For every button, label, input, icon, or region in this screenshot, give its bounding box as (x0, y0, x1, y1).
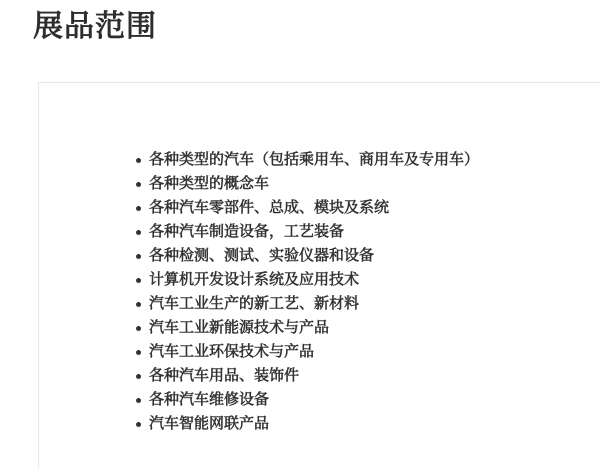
list-item (136, 196, 600, 220)
bullet-icon (136, 230, 141, 235)
bullet-icon (136, 326, 141, 331)
bullet-icon (136, 422, 141, 427)
list-item (136, 316, 600, 340)
list-item-text: 各种汽车零部件、总成、模块及系统 (149, 199, 390, 216)
bullet-icon (136, 374, 141, 379)
list-item-text: 各种检测、测试、实验仪器和设备 (149, 247, 375, 264)
list-item (136, 268, 600, 292)
bullet-icon (136, 158, 141, 163)
exhibit-scope-panel (38, 82, 600, 468)
bullet-icon (136, 278, 141, 283)
list-item (136, 388, 600, 412)
bullet-icon (136, 302, 141, 307)
list-item (136, 220, 600, 244)
exhibit-list (136, 148, 600, 436)
bullet-icon (136, 182, 141, 187)
list-item (136, 172, 600, 196)
list-item-text: 计算机开发设计系统及应用技术 (149, 271, 360, 288)
list-item (136, 244, 600, 268)
bullet-icon (136, 254, 141, 259)
list-item-text: 各种汽车维修设备 (149, 391, 270, 408)
bullet-icon (136, 350, 141, 355)
list-item (136, 412, 600, 436)
list-item (136, 340, 600, 364)
list-item-text: 汽车工业新能源技术与产品 (149, 319, 330, 336)
bullet-icon (136, 398, 141, 403)
list-item (136, 364, 600, 388)
list-item-text: 各种类型的汽车（包括乘用车、商用车及专用车） (149, 151, 480, 168)
list-item-text: 各种类型的概念车 (149, 175, 270, 192)
list-item-text: 汽车工业环保技术与产品 (149, 343, 315, 360)
page-title: 展品范围 (33, 10, 157, 43)
list-item (136, 148, 600, 172)
list-item (136, 292, 600, 316)
list-item-text: 各种汽车用品、装饰件 (149, 367, 300, 384)
list-item-text: 汽车工业生产的新工艺、新材料 (149, 295, 360, 312)
list-item-text: 各种汽车制造设备，工艺装备 (149, 223, 345, 240)
bullet-icon (136, 206, 141, 211)
list-item-text: 汽车智能网联产品 (149, 415, 270, 432)
